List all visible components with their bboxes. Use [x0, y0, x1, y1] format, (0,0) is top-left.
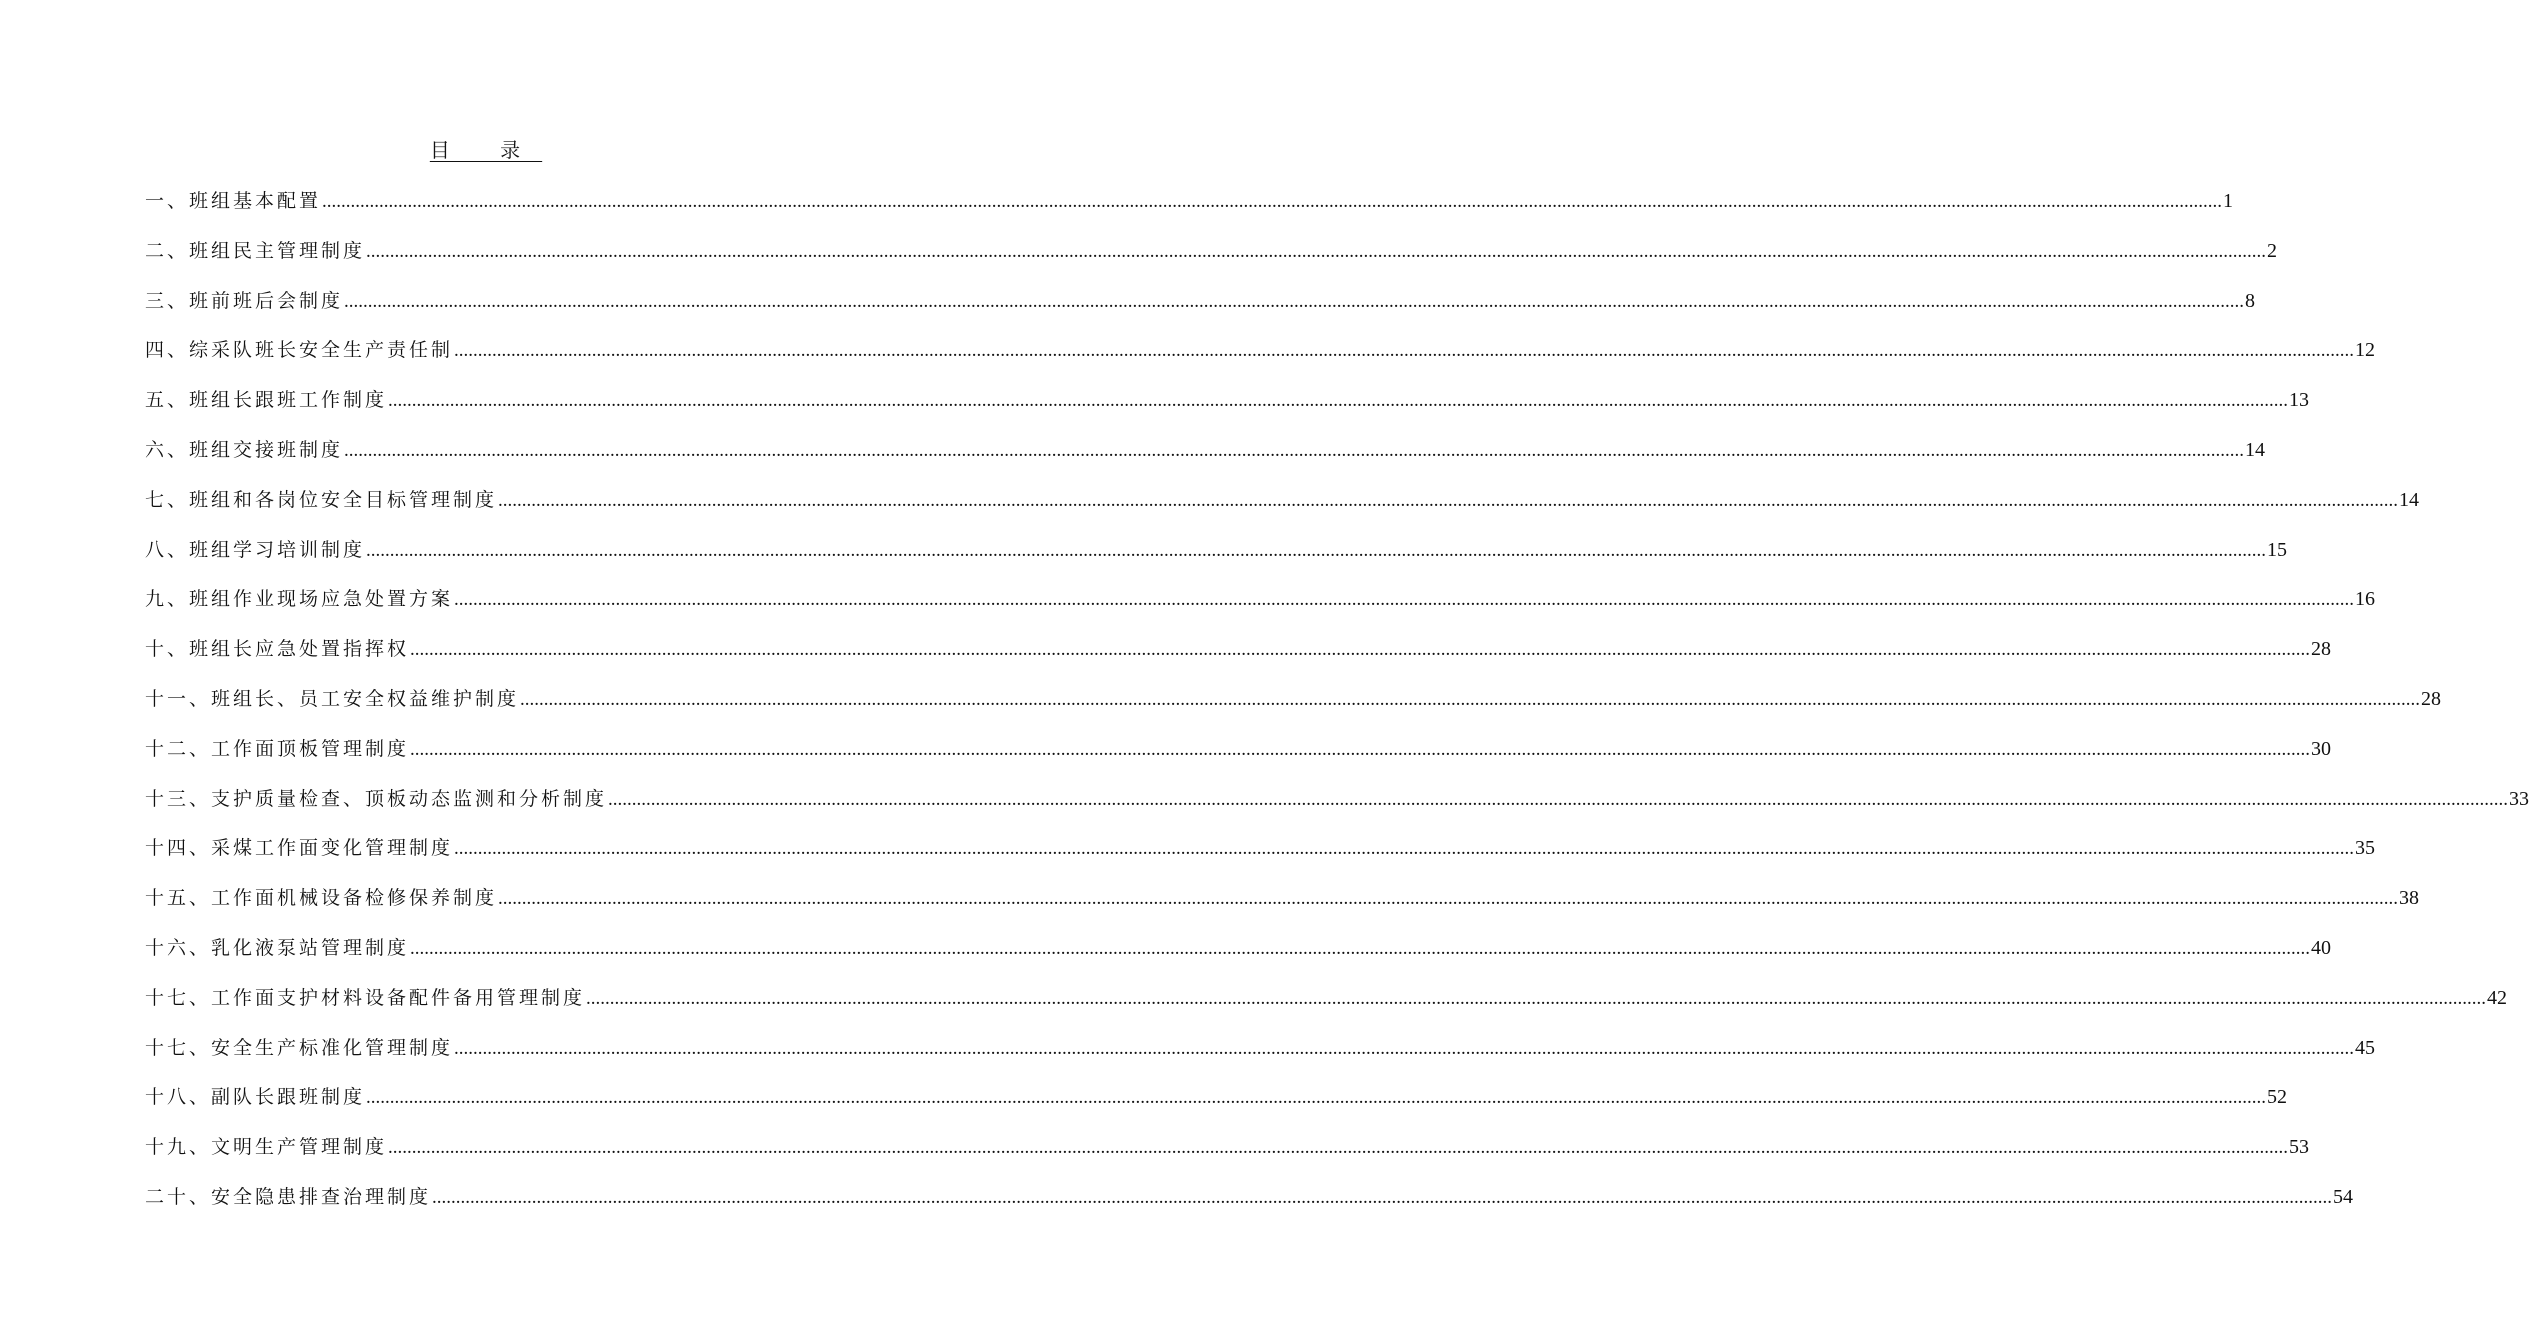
toc-entry[interactable] [145, 280, 2256, 330]
toc-entry-label: 二十、安全隐患排查治理制度 [145, 1185, 432, 1208]
toc-entry-page-number: 40 [2311, 936, 2332, 959]
toc-dot-leader: ................................................................................................................................................................................................................................................................................................................................................................................................................ [410, 639, 2311, 661]
toc-entry-label: 三、班前班后会制度 [145, 289, 344, 312]
toc-heading-text: 目 录 [429, 138, 543, 162]
toc-entry-page-number: 45 [2355, 1036, 2376, 1059]
toc-entry-page-number: 14 [2245, 438, 2266, 461]
toc-entry[interactable] [145, 778, 2529, 828]
toc-entry-label: 十九、文明生产管理制度 [145, 1136, 388, 1159]
toc-entry-page-number: 52 [2267, 1086, 2288, 1109]
toc-entry[interactable] [145, 927, 2332, 977]
toc-entry-page-number: 28 [2311, 638, 2332, 661]
toc-entry-label: 十一、班组长、员工安全权益维护制度 [145, 687, 520, 710]
toc-entry[interactable] [145, 529, 2288, 579]
toc-entry-page-number: 15 [2267, 538, 2288, 561]
toc-entry-page-number: 30 [2311, 737, 2332, 760]
toc-heading [0, 136, 950, 164]
toc-dot-leader: ................................................................................................................................................................................................................................................................................................................................................................................................................ [454, 589, 2355, 611]
toc-entry[interactable] [145, 1076, 2288, 1126]
toc-entry-page-number: 38 [2399, 887, 2420, 910]
toc-entry[interactable] [145, 678, 2442, 728]
toc-entry-label: 二、班组民主管理制度 [145, 239, 366, 262]
toc-entry-label: 十、班组长应急处置指挥权 [145, 638, 410, 661]
toc-entry[interactable] [145, 479, 2420, 529]
toc-entry-page-number: 13 [2289, 389, 2310, 412]
toc-entry[interactable] [145, 628, 2332, 678]
toc-entry-label: 十六、乳化液泵站管理制度 [145, 936, 410, 959]
toc-entry-label: 九、班组作业现场应急处置方案 [145, 588, 454, 611]
toc-dot-leader: ................................................................................................................................................................................................................................................................................................................................................................................................................ [388, 390, 2289, 412]
toc-entry-label: 四、综采队班长安全生产责任制 [145, 339, 454, 362]
toc-entry-label: 七、班组和各岗位安全目标管理制度 [145, 488, 498, 511]
toc-entry[interactable] [145, 728, 2332, 778]
toc-entry-label: 十二、工作面顶板管理制度 [145, 737, 410, 760]
toc-dot-leader: ................................................................................................................................................................................................................................................................................................................................................................................................................ [432, 1186, 2333, 1208]
toc-dot-leader: ................................................................................................................................................................................................................................................................................................................................................................................................................ [410, 937, 2311, 959]
toc-entry-label: 十四、采煤工作面变化管理制度 [145, 837, 454, 860]
toc-entry-label: 十七、安全生产标准化管理制度 [145, 1036, 454, 1059]
toc-dot-leader: ................................................................................................................................................................................................................................................................................................................................................................................................................ [366, 1087, 2267, 1109]
toc-dot-leader: ................................................................................................................................................................................................................................................................................................................................................................................................................ [498, 489, 2399, 511]
toc-entry-label: 一、班组基本配置 [145, 190, 322, 212]
toc-entry-page-number: 8 [2245, 289, 2256, 312]
toc-entry-label: 十五、工作面机械设备检修保养制度 [145, 887, 498, 910]
toc-dot-leader: ................................................................................................................................................................................................................................................................................................................................................................................................................ [388, 1137, 2289, 1159]
toc-entry-page-number: 54 [2333, 1185, 2354, 1208]
toc-entry[interactable] [145, 1126, 2310, 1176]
toc-dot-leader: ................................................................................................................................................................................................................................................................................................................................................................................................................ [322, 191, 2223, 212]
toc-entry[interactable] [145, 429, 2266, 479]
toc-entry-page-number: 16 [2355, 588, 2376, 611]
toc-entry-page-number: 42 [2487, 986, 2508, 1009]
toc-entry[interactable] [145, 877, 2420, 927]
toc-entry-label: 六、班组交接班制度 [145, 438, 344, 461]
toc-dot-leader: ................................................................................................................................................................................................................................................................................................................................................................................................................ [498, 888, 2399, 910]
toc-dot-leader: ................................................................................................................................................................................................................................................................................................................................................................................................................ [366, 539, 2267, 561]
toc-entry-label: 十八、副队长跟班制度 [145, 1086, 366, 1109]
toc-entry[interactable] [145, 230, 2278, 280]
toc-entry-page-number: 28 [2421, 687, 2442, 710]
toc-dot-leader: ................................................................................................................................................................................................................................................................................................................................................................................................................ [454, 340, 2355, 362]
toc-dot-leader: ................................................................................................................................................................................................................................................................................................................................................................................................................ [344, 290, 2245, 312]
toc-entry[interactable] [145, 578, 2376, 628]
toc-entry[interactable] [145, 379, 2310, 429]
toc-dot-leader: ................................................................................................................................................................................................................................................................................................................................................................................................................ [586, 987, 2487, 1009]
toc-entry-page-number: 1 [2223, 190, 2234, 212]
toc-dot-leader: ................................................................................................................................................................................................................................................................................................................................................................................................................ [344, 439, 2245, 461]
toc-entry-label: 五、班组长跟班工作制度 [145, 389, 388, 412]
toc-entry[interactable] [145, 329, 2376, 379]
toc-entry-label: 八、班组学习培训制度 [145, 538, 366, 561]
toc-entry-page-number: 53 [2289, 1136, 2310, 1159]
toc-dot-leader: ................................................................................................................................................................................................................................................................................................................................................................................................................ [520, 688, 2421, 710]
toc-entry-page-number: 33 [2509, 787, 2529, 810]
toc-entry[interactable] [145, 1027, 2376, 1077]
toc-entry-page-number: 12 [2355, 339, 2376, 362]
toc-entry-page-number: 35 [2355, 837, 2376, 860]
toc-list [145, 180, 2529, 1226]
toc-dot-leader: ................................................................................................................................................................................................................................................................................................................................................................................................................ [366, 240, 2267, 262]
toc-dot-leader: ................................................................................................................................................................................................................................................................................................................................................................................................................ [410, 738, 2311, 760]
toc-entry[interactable] [145, 827, 2376, 877]
toc-dot-leader: ................................................................................................................................................................................................................................................................................................................................................................................................................ [608, 788, 2509, 810]
toc-entry-page-number: 14 [2399, 488, 2420, 511]
toc-entry-page-number: 2 [2267, 239, 2278, 262]
toc-entry[interactable] [145, 180, 2234, 230]
toc-dot-leader: ................................................................................................................................................................................................................................................................................................................................................................................................................ [454, 838, 2355, 860]
toc-entry-label: 十三、支护质量检查、顶板动态监测和分析制度 [145, 787, 608, 810]
toc-entry[interactable] [145, 977, 2508, 1027]
toc-entry[interactable] [145, 1176, 2354, 1226]
toc-entry-label: 十七、工作面支护材料设备配件备用管理制度 [145, 986, 586, 1009]
toc-dot-leader: ................................................................................................................................................................................................................................................................................................................................................................................................................ [454, 1037, 2355, 1059]
